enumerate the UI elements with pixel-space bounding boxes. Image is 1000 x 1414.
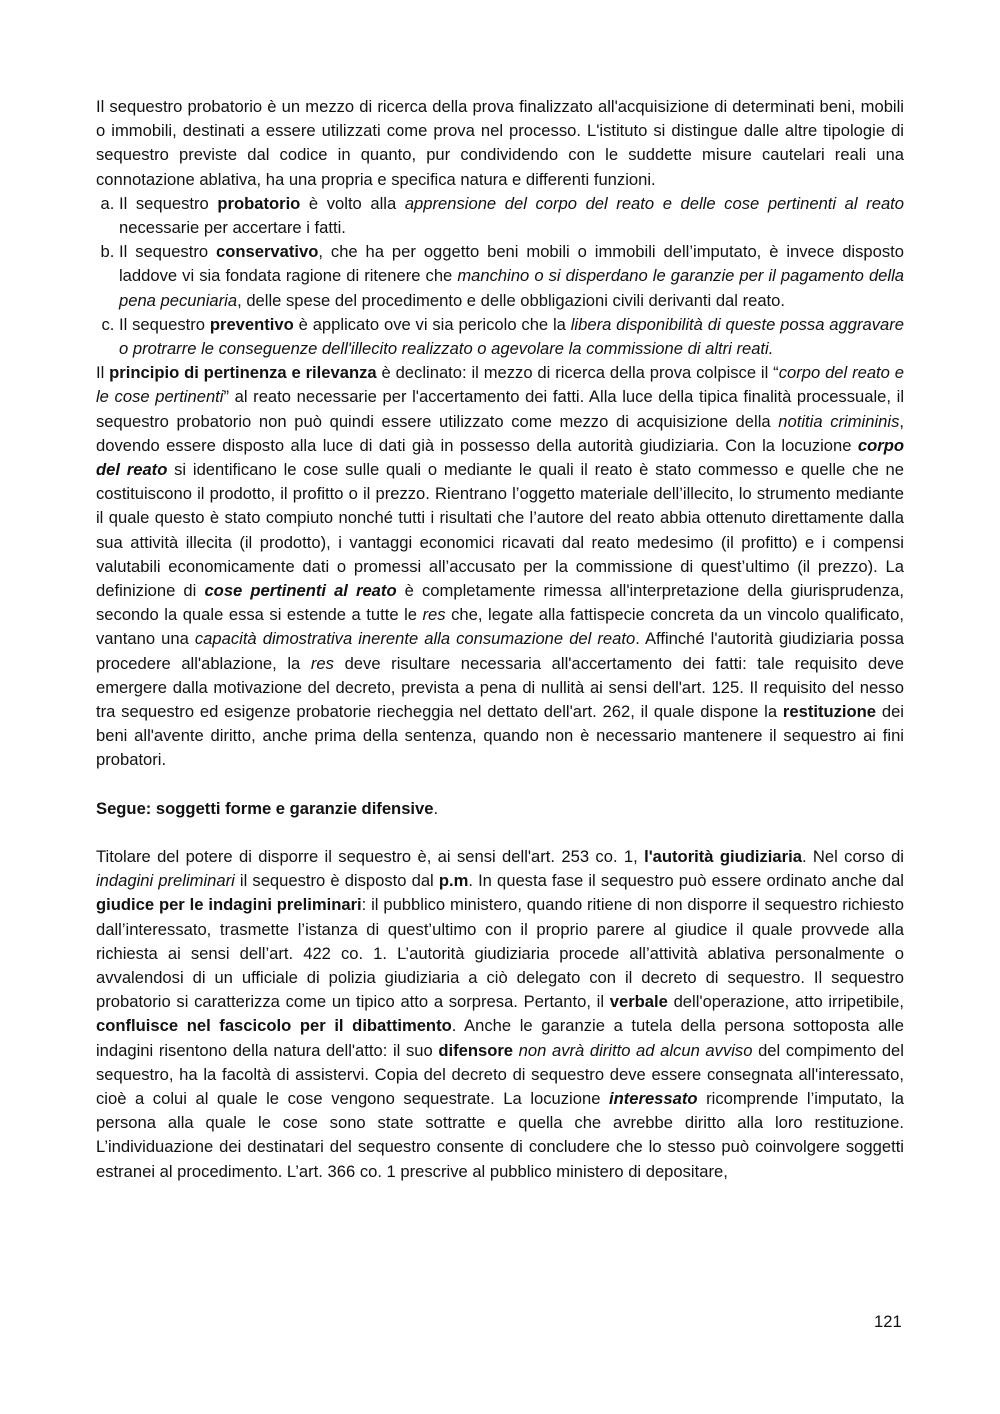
list-item: a. Il sequestro probatorio è volto alla apprensione del corpo del reato e delle cose pertinenti al reato necessarie per accertare i fatti. <box>119 192 904 240</box>
sequestro-types-list <box>96 192 904 361</box>
list-item: c. Il sequestro preventivo è applicato ove vi sia pericolo che la libera disponibilità di queste possa aggravare o protrarre le conseguenze dell'illecito realizzato o agevolare la commissione di altri reati. <box>119 313 904 361</box>
list-item: b. Il sequestro conservativo, che ha per oggetto beni mobili o immobili dell’imputato, è invece disposto laddove vi sia fondata ragione di ritenere che manchino o si disperdano le garanzie per il pagamento della pena pecuniaria, delle spese del procedimento e delle obbligazioni civili derivanti dal reato. <box>119 240 904 313</box>
section-heading: Segue: soggetti forme e garanzie difensive. <box>96 798 439 818</box>
page-number: 121 <box>874 1312 902 1331</box>
document-body <box>96 95 904 1184</box>
soggetti-paragraph: Titolare del potere di disporre il sequestro è, ai sensi dell'art. 253 co. 1, l'autorità giudiziaria. Nel corso di indagini preliminari il sequestro è disposto dal p.m. In questa fase il sequestro può essere ordinato anche dal giudice per le indagini preliminari: il pubblico ministero, quando ritiene di non disporre il sequestro richiesto dall’interessato, trasmette l’istanza di quest’ultimo con il proprio parere al giudice il quale provvede alla richiesta ai sensi dell’art. 422 co. 1. L’autorità giudiziaria procede all’attività ablativa personalmente o avvalendosi di un ufficiale di polizia giudiziaria a ciò delegato con il decreto di sequestro. Il sequestro probatorio si caratterizza come un tipico atto a sorpresa. Pertanto, il verbale dell'operazione, atto irripetibile, confluisce nel fascicolo per il dibattimento. Anche le garanzie a tutela della persona sottoposta alle indagini risentono della natura dell'atto: il suo difensore non avrà diritto ad alcun avviso del compimento del sequestro, ha la facoltà di assistervi. Copia del decreto di sequestro deve essere consegnata all'interessato, cioè a colui al quale le cose vengono sequestrate. La locuzione interessato ricomprende l’imputato, la persona alla quale le cose sono state sottratte e quella che avrebbe diritto alla loro restituzione. L’individuazione dei destinatari del sequestro consente di concludere che lo stesso può coinvolgere soggetti estranei al procedimento. L’art. 366 co. 1 prescrive al pubblico ministero di depositare, <box>96 846 904 1181</box>
intro-paragraph: Il sequestro probatorio è un mezzo di ricerca della prova finalizzato all'acquisizione di determinati beni, mobili o immobili, destinati a essere utilizzati come prova nel processo. L'istituto si distingue dalle altre tipologie di sequestro previste dal codice in quanto, pur condividendo con le suddette misure cautelari reali una connotazione ablativa, ha una propria e specifica natura e differenti funzioni. <box>96 97 904 189</box>
pertinenza-paragraph: Il principio di pertinenza e rilevanza è declinato: il mezzo di ricerca della prova colpisce il “corpo del reato e le cose pertinenti” al reato necessarie per l'accertamento dei fatti. Alla luce della tipica finalità processuale, il sequestro probatorio non può quindi essere utilizzato come mezzo di acquisizione della notitia crimininis, dovendo essere disposto alla luce di dati già in possesso della autorità giudiziaria. Con la locuzione corpo del reato si identificano le cose sulle quali o mediante le quali il reato è stato commesso e quelle che ne costituiscono il prodotto, il profitto o il prezzo. Rientrano l’oggetto materiale dell’illecito, lo strumento mediante il quale questo è stato compiuto nonché tutti i risultati che l’autore del reato abbia ottenuto direttamente dalla sua attività illecita (il prodotto), i vantaggi economici ricavati dal reato medesimo (il profitto) e i compensi valutabili economicamente dati o promessi all’accusato per la commissione di quest’ultimo (il prezzo). La definizione di cose pertinenti al reato è completamente rimessa all'interpretazione della giurisprudenza, secondo la quale essa si estende a tutte le res che, legate alla fattispecie concreta da un vincolo qualificato, vantano una capacità dimostrativa inerente alla consumazione del reato. Affinché l'autorità giudiziaria possa procedere all'ablazione, la res deve risultare necessaria all'accertamento dei fatti: tale requisito deve emergere dalla motivazione del decreto, prevista a pena di nullità ai sensi dell'art. 125. Il requisito del nesso tra sequestro ed esigenze probatorie riecheggia nel dettato dell'art. 262, il quale dispone la restituzione dei beni all'avente diritto, anche prima della sentenza, quando non è necessario mantenere il sequestro ai fini probatori. <box>96 363 905 770</box>
